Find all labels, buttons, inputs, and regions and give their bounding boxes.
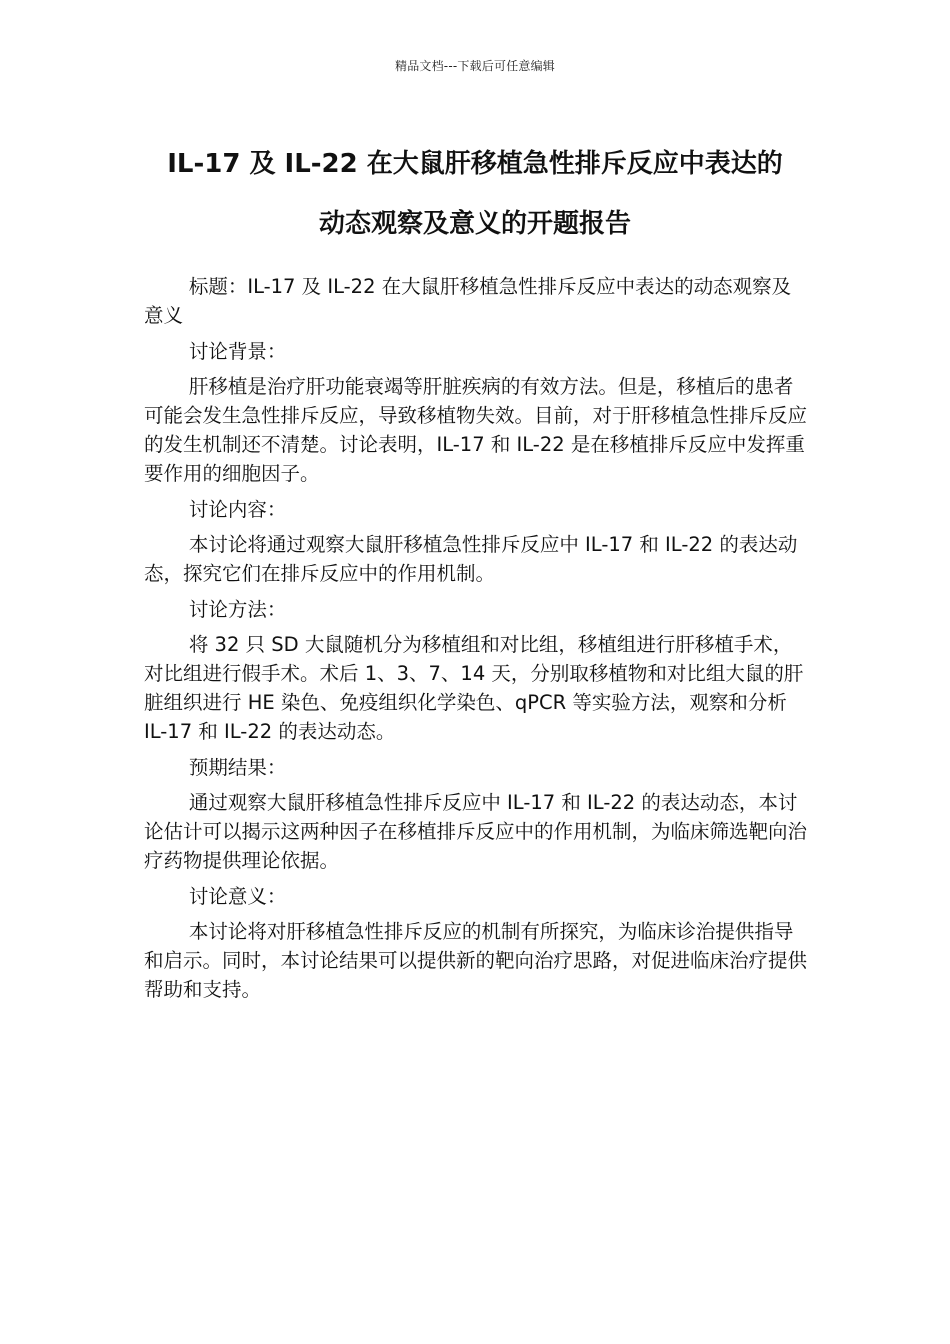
document-title (120, 134, 830, 254)
significance-paragraph: 本讨论将对肝移植急性排斥反应的机制有所探究，为临床诊治提供指导和启示。同时，本讨论结果可以提供新的靶向治疗思路，对促进临床治疗提供帮助和支持。 (144, 920, 808, 1001)
section-heading-significance: 讨论意义： (188, 885, 287, 908)
section-heading-methods: 讨论方法： (188, 598, 287, 621)
section-heading-background: 讨论背景： (188, 340, 287, 363)
document-body (144, 272, 808, 1011)
background-paragraph: 肝移植是治疗肝功能衰竭等肝脏疾病的有效方法。但是，移植后的患者可能会发生急性排斥反应，导致移植物失效。目前，对于肝移植急性排斥反应的发生机制还不清楚。讨论表明，IL-17 和 IL-22 是在移植排斥反应中发挥重要作用的细胞因子。 (144, 375, 808, 485)
header-note: 精品文档---下载后可任意编辑 (395, 59, 555, 73)
title-line-2: 动态观察及意义的开题报告 (318, 209, 631, 239)
content-paragraph: 本讨论将通过观察大鼠肝移植急性排斥反应中 IL-17 和 IL-22 的表达动态，探究它们在排斥反应中的作用机制。 (144, 533, 798, 585)
methods-paragraph: 将 32 只 SD 大鼠随机分为移植组和对比组，移植组进行肝移植手术，对比组进行假手术。术后 1、3、7、14 天，分别取移植物和对比组大鼠的肝脏组织进行 HE 染色、免疫组织化学染色、qPCR 等实验方法，观察和分析 IL-17 和 IL-22 的表达动态。 (144, 633, 804, 743)
section-heading-content: 讨论内容： (188, 498, 287, 521)
expected-results-paragraph: 通过观察大鼠肝移植急性排斥反应中 IL-17 和 IL-22 的表达动态，本讨论估计可以揭示这两种因子在移植排斥反应中的作用机制，为临床筛选靶向治疗药物提供理论依据。 (144, 791, 808, 872)
section-heading-expected-results: 预期结果： (188, 756, 287, 779)
title-line-1: IL-17 及 IL-22 在大鼠肝移植急性排斥反应中表达的 (167, 149, 783, 179)
title-paragraph: 标题：IL-17 及 IL-22 在大鼠肝移植急性排斥反应中表达的动态观察及意义 (144, 275, 792, 327)
